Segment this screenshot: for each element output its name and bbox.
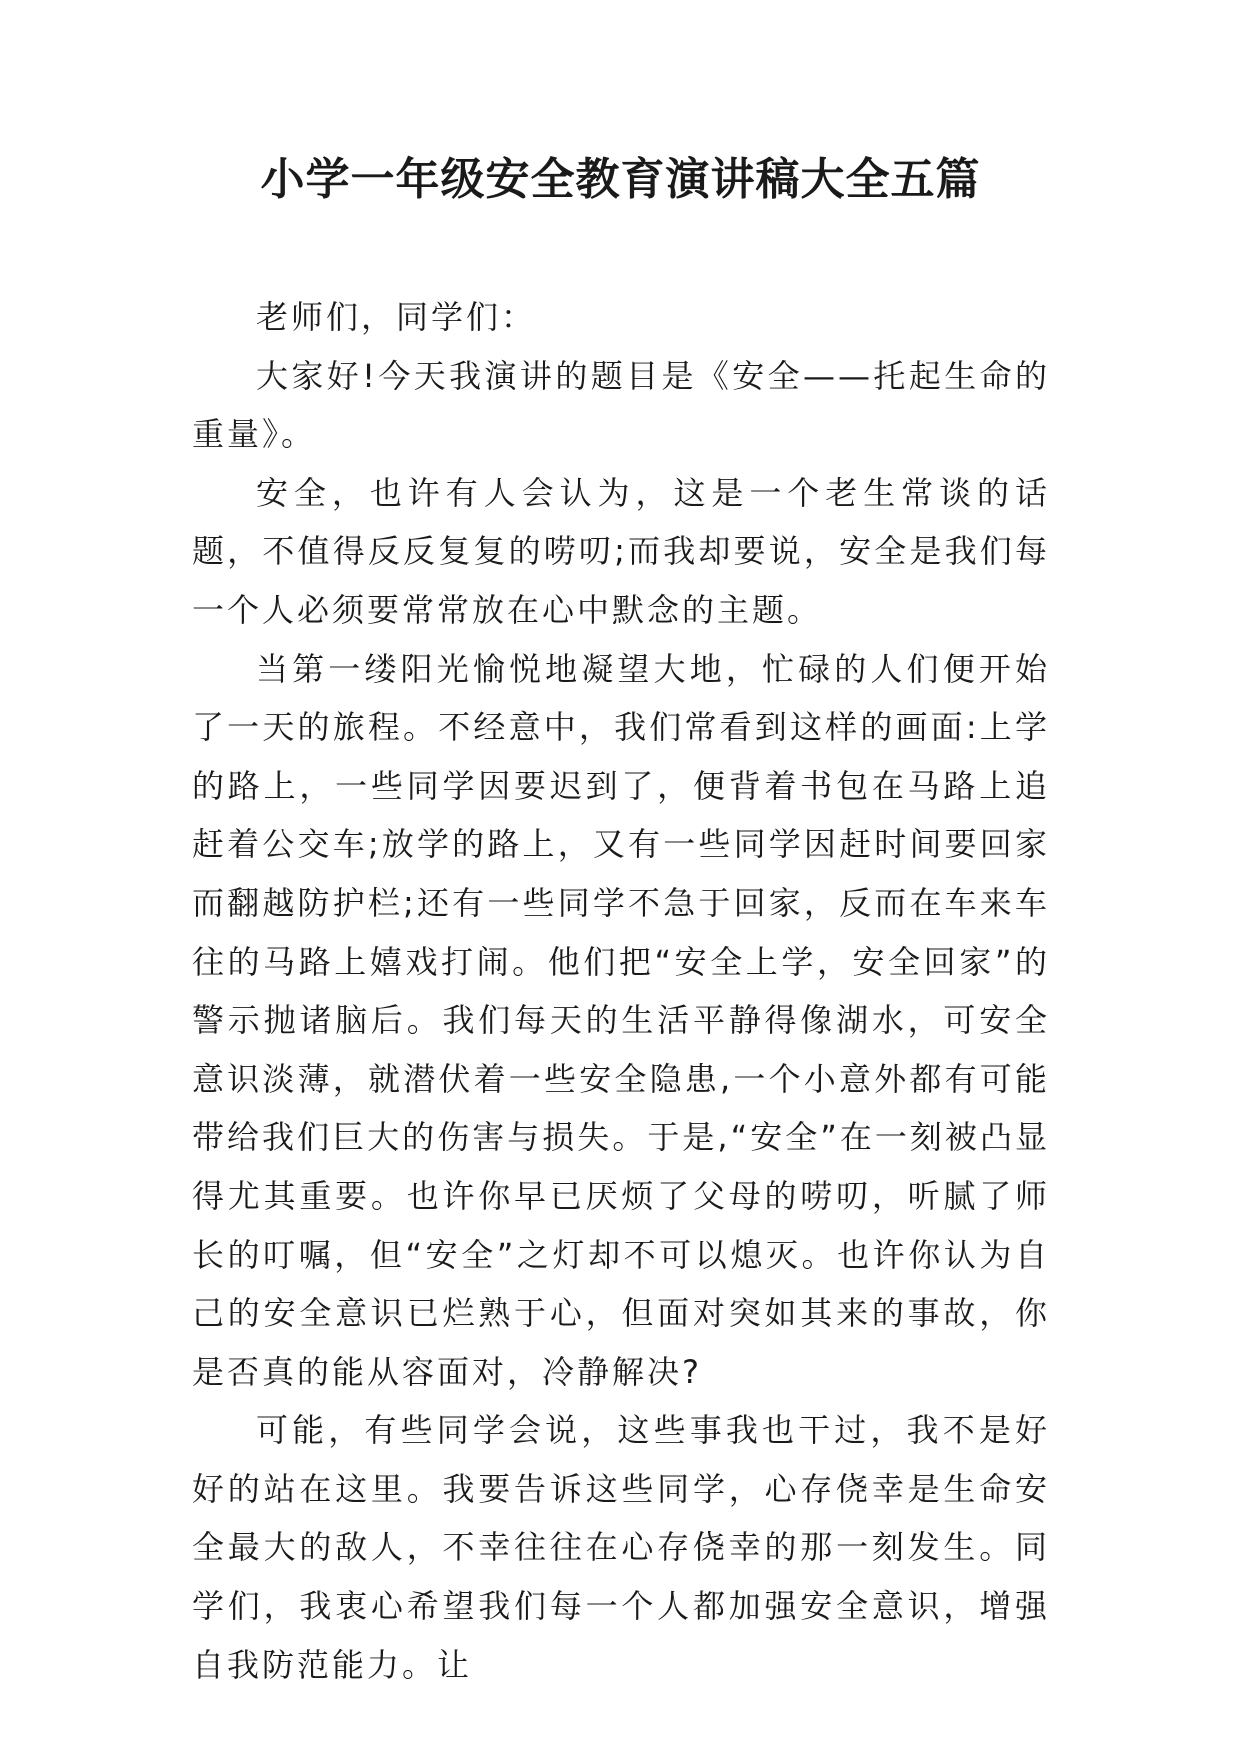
paragraph-daily-scenes: 当第一缕阳光愉悦地凝望大地，忙碌的人们便开始了一天的旅程。不经意中，我们常看到这样的画面:上学的路上，一些同学因要迟到了，便背着书包在马路上追赶着公交车;放学的路上，又有一些同学因赶时间要回家而翻越防护栏;还有一些同学不急于回家，反而在车来车往的马路上嬉戏打闹。他们把“安全上学，安全回家”的警示抛诸脑后。我们每天的生活平静得像湖水，可安全意识淡薄，就潜伏着一些安全隐患,一个小意外都有可能带给我们巨大的伤害与损失。于是,“安全”在一刻被凸显得尤其重要。也许你早已厌烦了父母的唠叨，听腻了师长的叮嘱，但“安全”之灯却不可以熄灭。也许你认为自己的安全意识已烂熟于心，但面对突如其来的事故，你是否真的能从容面对，冷静解决? — [192, 649, 1050, 1391]
paragraph-greeting: 老师们，同学们： — [256, 298, 537, 336]
paragraph-intro: 大家好!今天我演讲的题目是《安全——托起生命的重量》。 — [192, 356, 1050, 454]
paragraph-warning: 可能，有些同学会说，这些事我也干过，我不是好好的站在这里。我要告诉这些同学，心存侥幸是生命安全最大的敌人，不幸往往在心存侥幸的那一刻发生。同学们，我衷心希望我们每一个人都加强安全意识，增强自我防范能力。让 — [192, 1411, 1050, 1684]
document-title: 小学一年级安全教育演讲稿大全五篇 — [260, 154, 981, 205]
document-body — [192, 288, 1050, 1694]
paragraph-safety-topic: 安全，也许有人会认为，这是一个老生常谈的话题，不值得反反复复的唠叨;而我却要说，安全是我们每一个人必须要常常放在心中默念的主题。 — [192, 473, 1050, 629]
